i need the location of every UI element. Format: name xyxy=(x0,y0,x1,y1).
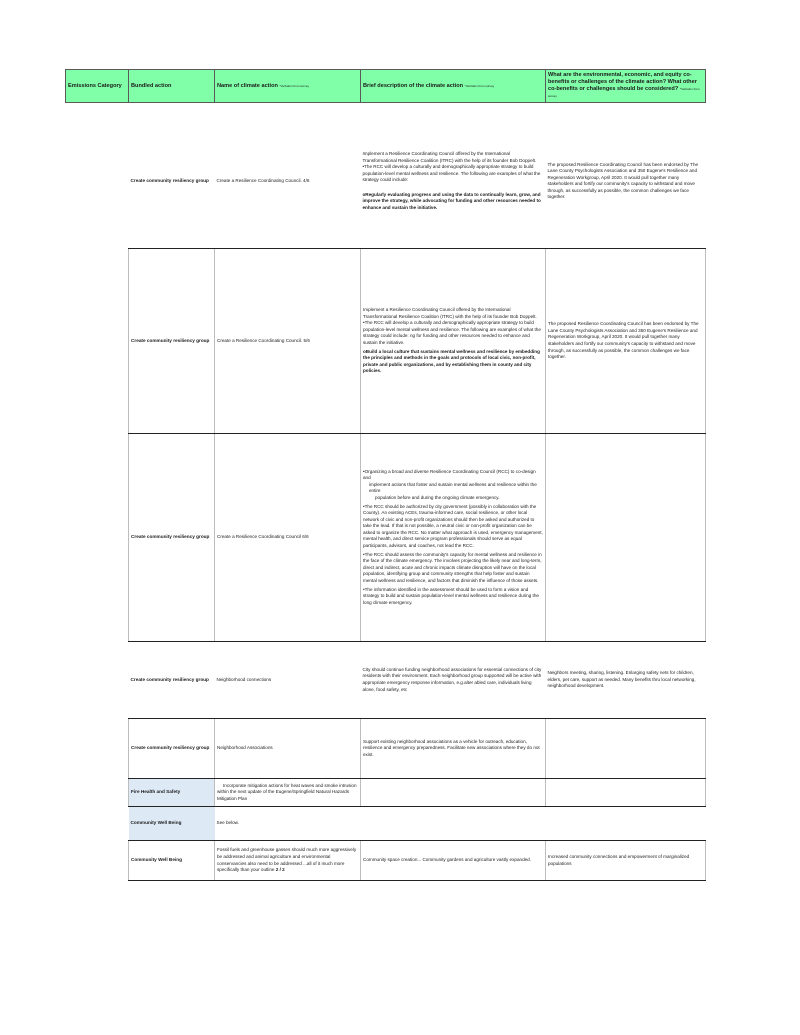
benefits-cell xyxy=(546,807,706,841)
action-name-cell: See below. xyxy=(215,807,361,841)
header-emissions-category: Emissions Category xyxy=(66,70,129,103)
description-cell: Community space creation... Community gardens and agriculture vastly expanded. xyxy=(361,841,546,881)
action-name-cell: Fossil fuels and greenhouse gasses should much more aggressively be addressed and animal agriculture and environmental conservancies also need to be addressed ...all of it much more specifically than your outline 2 / 2 xyxy=(215,841,361,881)
action-name-cell: Neighborhood Associations xyxy=(215,719,361,779)
description-cell: City should continue funding neighborhood associations for essential connections of city residents with their environment. Each neighborhood group supported will be active with appropriate emergency response information, e.g.alter abled care, individuals living alone, food safety, etc xyxy=(361,642,546,719)
benefits-cell: The proposed Resilience Coordinating Council has been endorsed by The Lane County Psychologists Association and 350 Eugene's Resilience and Regeneration Workgroup, April 2020. It would pull together many stakeholders and fortify our community's capacity to withstand and move through, as successfully as possible, the common challenges we face together. xyxy=(546,249,706,434)
bundled-action-cell: Create community resiliency group xyxy=(129,115,215,249)
benefits-cell xyxy=(546,719,706,779)
bundled-action-cell: Community Well Being xyxy=(129,807,215,841)
description-cell xyxy=(361,807,546,841)
bundled-action-cell: Create community resiliency group xyxy=(129,642,215,719)
benefits-cell xyxy=(546,779,706,807)
benefits-cell: Increased community connections and empowerment of marginalized populations xyxy=(546,841,706,881)
header-verbatim-note: *Verbatim from survey xyxy=(548,87,700,98)
climate-actions-table xyxy=(65,69,706,881)
benefits-cell: Neighbors meeting, sharing, listening. Enlarging safety nets for children, elders, pet care, support as needed. Many benefits thru local networking, neighborhood development. xyxy=(546,642,706,719)
bundled-action-cell: Create community resiliency group xyxy=(129,719,215,779)
bundled-action-cell: Fire Health and Safety xyxy=(129,779,215,807)
header-co-benefits: What are the environmental, economic, and equity co-benefits or challenges of the climate action? What other co-benefits or challenges should be considered? *Verbatim from survey xyxy=(546,70,706,103)
description-cell: Support existing neighborhood associations as a vehicle for outreach, education, resilience and emergency preparedness. Facilitate new associations where they do not exist. xyxy=(361,719,546,779)
bundled-action-cell: Create community resiliency group xyxy=(129,249,215,434)
description-cell: •Organizing a broad and diverse Resilience Coordinating Council (RCC) to co-design and implement actions that foster and sustain mental wellness and resilience within the entire population before and during the ongoing climate emergency. •The RCC should be authorized by city government (possibly in collaboration with the County). An existing ACEs, trauma-informed care, social resilience, or other local network of civic and non-profit organizations should then be asked and authorized to take the lead. If that is not possible, a neutral civic or non-profit organization can be asked to organize the RCC. No matter what approach is used, emergency management, mental health, and direct service program professionals should serve as equal participants, advisors, and coaches, not lead the RCC. •The RCC should assess the community's capacity for mental wellness and resilience in the face of the climate emergency. The involves projecting the likely near and long-term, direct and indirect, acute and chronic impacts climate disruption will have on the local population, identifying group and community strengths that help foster and sustain mental wellness and resilience, and factors that diminish the influence of those assets. •The information identified in the assessment should be used to form a vision and strategy to build and sustain population-level mental wellness and resilience during the long climate emergency. xyxy=(361,434,546,642)
benefits-cell xyxy=(546,434,706,642)
description-cell: Implement a Resilience Coordinating Council offered by the International Transformational Resilience Coalition (ITRC) with the help of its founder Bob Doppelt. •The RCC will develop a culturally and demographically appropriate strategy to build population-level mental wellness and resilience. The following are examples of what the strategy could include: ng for funding and other resources needed to enhance and sustain the initiative. oBuild a local culture that sustains mental wellness and resilience by embedding the principles and methods in the goals and protocols of local civic, non-profit, private and public organizations, and by establishing them in county and city policies. xyxy=(361,249,546,434)
bundled-action-cell: Community Well Being xyxy=(129,841,215,881)
table-row xyxy=(66,719,706,779)
table-row xyxy=(66,841,706,881)
header-verbatim-note: *Verbatim from survey xyxy=(464,83,495,88)
action-name-cell: Create a Resilience Coordinating Council. 5/6 xyxy=(215,249,361,434)
table-row xyxy=(66,807,706,841)
spreadsheet xyxy=(65,69,705,881)
bundled-action-cell: Create community resiliency group xyxy=(129,434,215,642)
action-name-cell: Incorporate mitigation actions for heat waves and smoke intrusion within the next update of the Eugene/Springfield Natural Hazards Mitigation Plan xyxy=(215,779,361,807)
description-cell xyxy=(361,779,546,807)
header-name-of-climate-action: Name of climate action *Verbatim from survey xyxy=(215,70,361,103)
benefits-cell: The proposed Resilience Coordinating Council has been endorsed by The Lane County Psychologists Association and 350 Eugene's Resilience and Regeneration Workgroup, April 2020. It would pull together many stakeholders and fortify our community's capacity to withstand and move through, as successfully as possible, the common challenges we face together. xyxy=(546,115,706,249)
action-name-cell: Create a Resilience Coordinating Council. 4/6 xyxy=(215,115,361,249)
header-verbatim-note: *Verbatim from survey xyxy=(279,83,310,88)
description-cell: Implement a Resilience Coordinating Council offered by the International Transformational Resilience Coalition (ITRC) with the help of its founder Bob Doppelt. •The RCC will develop a culturally and demographically appropriate strategy to build population-level mental wellness and resilience. The following are examples of what the strategy could include: oRegularly evaluating progress and using the data to continually learn, grow, and improve the strategy, while advocating for funding and other resources needed to enhance and sustain the initiative. xyxy=(361,115,546,249)
table-row xyxy=(66,249,706,434)
header-bundled-action: Bundled action xyxy=(129,70,215,103)
table-row xyxy=(66,434,706,642)
table-row xyxy=(66,779,706,807)
table-row xyxy=(66,115,706,249)
header-brief-description: Brief description of the climate action *Verbatim from survey xyxy=(361,70,546,103)
action-name-cell: Neighborhood connections xyxy=(215,642,361,719)
header-row xyxy=(66,70,706,103)
action-name-cell: Create a Resilience Coordinating Council 6/6 xyxy=(215,434,361,642)
table-row xyxy=(66,642,706,719)
